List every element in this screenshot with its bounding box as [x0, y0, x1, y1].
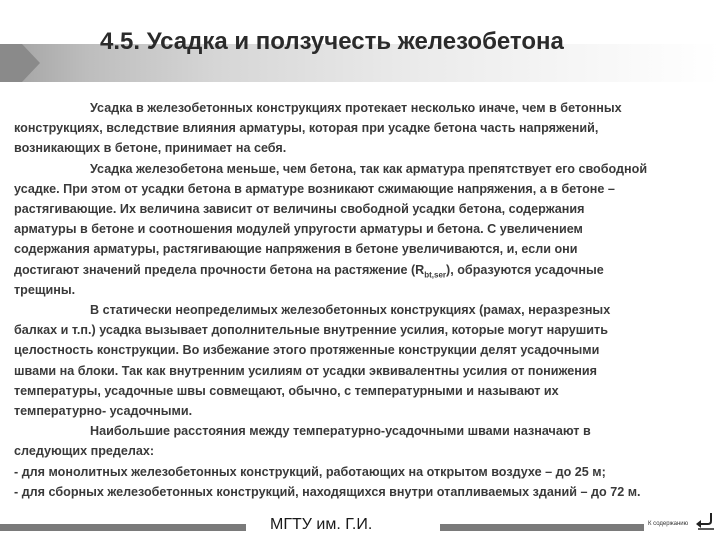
- paragraph-2-line-1: Усадка железобетона меньше, чем бетона, так как арматура препятствует его свободной: [90, 161, 648, 176]
- paragraph-4-line-2: следующих пределах:: [14, 444, 155, 459]
- return-arrow-icon[interactable]: [694, 510, 716, 532]
- list-item-precast: - для сборных железобетонных конструкций, находящихся внутри отапливаемых зданий – до 72 м.: [14, 484, 641, 499]
- paragraph-2-line-5: содержания арматуры, растягивающие напряжения в бетоне увеличиваются, и, если они: [14, 242, 578, 257]
- footer-bar-right: [440, 524, 644, 531]
- paragraph-3-line-3: целостность конструкции. Во избежание этого протяженные конструкции делят усадочными: [14, 343, 600, 358]
- paragraph-1-line-1: Усадка в железобетонных конструкциях протекает несколько иначе, чем в бетонных: [90, 101, 622, 115]
- formula-subscript: bt,ser: [424, 270, 447, 280]
- formula-text-after: ), образуются усадочные: [446, 262, 604, 277]
- slide-title: 4.5. Усадка и ползучесть железобетона: [100, 28, 564, 55]
- table-of-contents-link[interactable]: К содержанию: [648, 521, 689, 527]
- header-arrow-decoration: [0, 44, 40, 82]
- paragraph-2-line-2: усадке. При этом от усадки бетона в арматуре возникают сжимающие напряжения, а в бетоне –: [14, 181, 615, 196]
- paragraph-3-line-2: балках и т.п.) усадка вызывает дополнительные внутренние усилия, которые могут нарушить: [14, 323, 608, 338]
- footer-bar-left: [0, 524, 246, 531]
- formula-text-before: достигают значений предела прочности бетона на растяжение (R: [14, 262, 425, 277]
- paragraph-2-formula-line: [14, 260, 712, 280]
- list-item-monolithic: - для монолитных железобетонных конструкций, работающих на открытом воздухе – до 25 м;: [14, 464, 606, 479]
- paragraph-2-line-4: арматуры в бетоне и соотношения модулей упругости арматуры и бетона. С увеличением: [14, 222, 583, 237]
- paragraph-1-line-2: конструкциях, вследствие влияния арматуры, которая при усадке бетона часть напряжений,: [14, 121, 599, 136]
- paragraph-3-line-4: швами на блоки. Так как внутренним усилиям от усадки эквивалентны усилия от понижения: [14, 363, 597, 378]
- footer-organization: МГТУ им. Г.И.: [270, 516, 373, 533]
- paragraph-1-line-3: возникающих в бетоне, принимает на себя.: [14, 141, 287, 156]
- paragraph-3-line-6: температурно- усадочными.: [14, 404, 193, 419]
- paragraph-2-line-7: трещины.: [14, 282, 76, 297]
- slide-body: [14, 98, 712, 502]
- paragraph-2-line-3: растягивающие. Их величина зависит от величины свободной усадки бетона, содержания: [14, 202, 585, 217]
- paragraph-3-line-5: температуры, усадочные швы совмещают, обычно, с температурными и называют их: [14, 383, 559, 398]
- paragraph-3-line-1: В статически неопределимых железобетонных конструкциях (рамах, неразрезных: [90, 303, 611, 318]
- paragraph-4-line-1: Наибольшие расстояния между температурно-усадочными швами назначают в: [90, 424, 591, 439]
